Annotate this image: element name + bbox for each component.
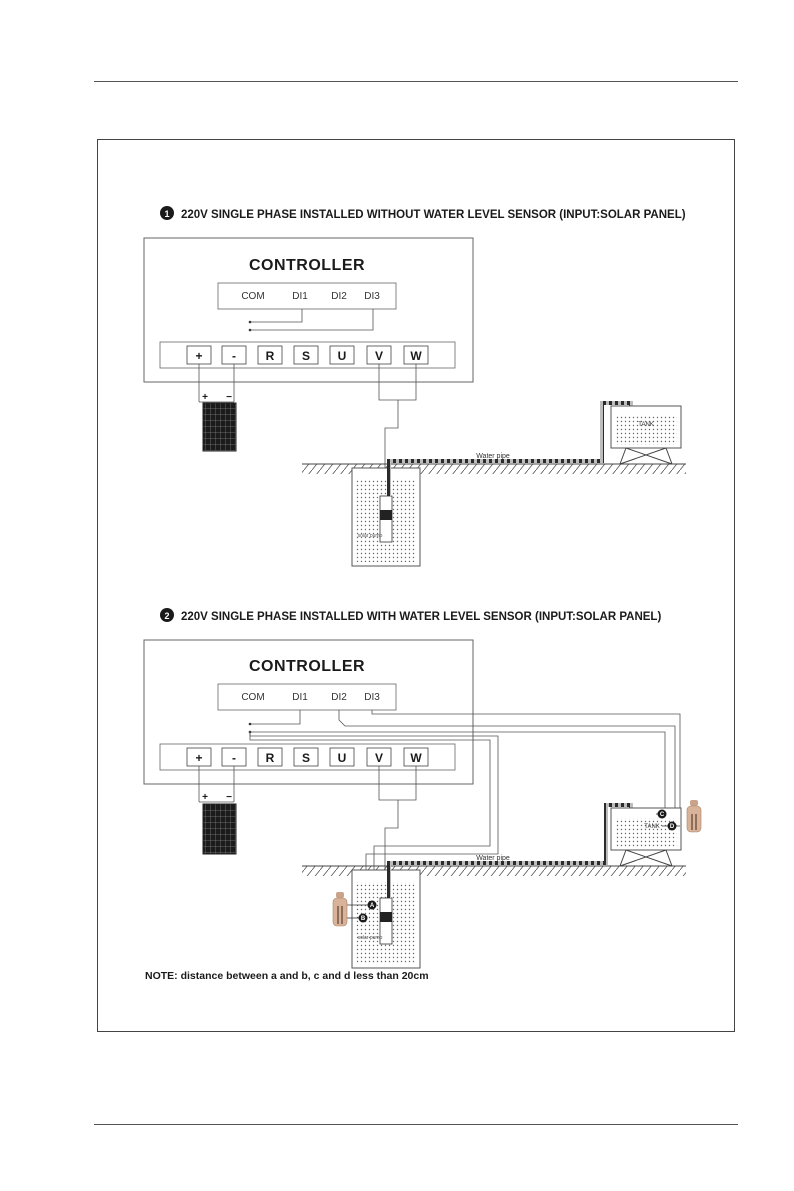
- input-com-1: COM: [241, 291, 265, 302]
- input-di2-1: DI2: [331, 291, 347, 302]
- terminal-s-2: S: [301, 751, 311, 765]
- terminal-u-1: U: [337, 349, 347, 363]
- solar-panel-1: [203, 403, 236, 451]
- input-di2-2: DI2: [331, 692, 347, 703]
- terminal-minus-2: -: [232, 751, 236, 765]
- water-pipe-1: [389, 403, 631, 496]
- terminal-plus-2: +: [195, 751, 203, 765]
- terminals-1: [187, 346, 428, 364]
- terminal-u-2: U: [337, 751, 347, 765]
- panel-plus-2: +: [202, 792, 208, 803]
- terminal-minus-1: -: [232, 349, 236, 363]
- terminal-w-2: W: [410, 751, 422, 765]
- tank-label-2: TANK: [644, 824, 660, 830]
- sensor-point-a: A: [369, 903, 375, 910]
- input-di1-2: DI1: [292, 692, 308, 703]
- pipe-label-2: Water pipe: [476, 855, 510, 862]
- water-level-sensor-probe-tank: [687, 800, 701, 832]
- pump-label-2: solar pump: [357, 935, 383, 941]
- terminal-r-1: R: [265, 349, 275, 363]
- pipe-label-1: Water pipe: [476, 453, 510, 460]
- panel-minus-1: −: [226, 392, 232, 403]
- diagram-2-heading: 220V SINGLE PHASE INSTALLED WITH WATER LEVEL SENSOR (INPUT:SOLAR PANEL): [181, 611, 662, 623]
- controller-title-2: CONTROLLER: [248, 658, 366, 675]
- terminal-r-2: R: [265, 751, 275, 765]
- step-1-number: 1: [164, 209, 170, 219]
- step-2-number: 2: [164, 611, 170, 621]
- tank-stand-2: [620, 850, 672, 866]
- input-com-2: COM: [241, 692, 265, 703]
- terminal-plus-1: +: [195, 349, 203, 363]
- terminal-w-1: W: [410, 349, 422, 363]
- diagram-1: [144, 206, 686, 566]
- diagram-1-heading: 220V SINGLE PHASE INSTALLED WITHOUT WATER LEVEL SENSOR (INPUT:SOLAR PANEL): [181, 209, 686, 221]
- tank-stand-1: [620, 448, 672, 464]
- terminal-v-1: V: [374, 349, 384, 363]
- note-text: NOTE: distance between a and b, c and d less than 20cm: [145, 970, 429, 982]
- terminal-s-1: S: [301, 349, 311, 363]
- sensor-point-d: D: [669, 824, 675, 831]
- water-pipe-2: [389, 805, 631, 898]
- terminal-v-2: V: [374, 751, 384, 765]
- panel-minus-2: −: [226, 792, 232, 803]
- solar-panel-2: [203, 804, 236, 854]
- input-di1-1: DI1: [292, 291, 308, 302]
- controller-title-1: CONTROLLER: [248, 257, 366, 274]
- diagram-2: [144, 608, 701, 968]
- input-di3-2: DI3: [364, 692, 380, 703]
- pump-label-1: solar pump: [357, 533, 383, 539]
- sensor-point-b: B: [360, 916, 366, 923]
- tank-label-1: TANK: [638, 422, 654, 428]
- water-level-sensor-probe-well: [333, 892, 347, 926]
- panel-plus-1: +: [202, 392, 208, 403]
- sensor-point-c: C: [659, 812, 665, 819]
- input-di3-1: DI3: [364, 291, 380, 302]
